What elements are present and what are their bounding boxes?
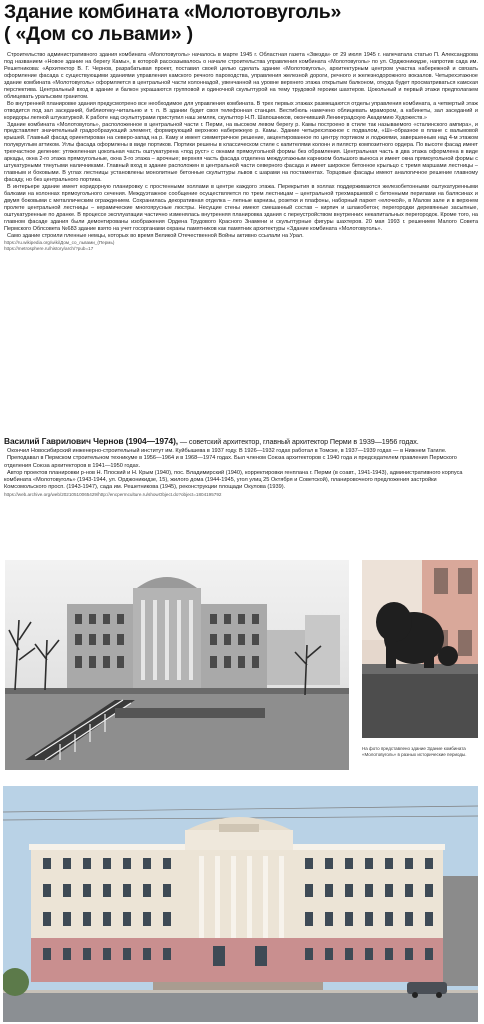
article-paragraph: Само здание строили пленные немцы, которых во время Великой Отечественной Войны активно ссылали на Урал. [7, 232, 304, 239]
lion-photo [362, 560, 478, 738]
page-subtitle: ( «Дом со львами» ) [4, 23, 193, 45]
article-paragraph: Во внутренней планировке здания предусмотрено все необходимое для управления комбината. В трех первых этажах размещаются отделы управления комбината, а четвертый этаж отводится под зал заседаний, библиотеку-читальню и т. п. В здании будет своя телефонная станция. Вестибюль намечено облицевать мрамором, а кабинеты, зал заседаний и коридоры лепной штукатуркой. К работе над скульптурами приступил наш земляк, скульптор Н.П. Шапошников, окончивший Ленинградскую Академию Художеств.» [4, 100, 478, 121]
source-link[interactable]: https://web.archive.org/web/20210510065429/http://encpermculture.ru/showObject.do?object=1804195792 [4, 491, 222, 497]
header [4, 1, 480, 45]
photo-caption: На фото представлено здание Здание комбината «Молотовуголь» в разных исторические периоды. [362, 746, 467, 757]
bio-paragraph: Преподавал в Пермском строительном техникуме в 1956—1964 и в 1968—1974 годах. Был членом Союза архитекторов с 1940 года и председателем правления Пермского отделения Союза архитекторов в 1941—1950 годах. [4, 455, 457, 469]
article-body [4, 52, 478, 253]
article-paragraph: Строительство административного здания комбината «Молотовуголь» началось в марте 1945 г. Областная газета «Звезда» от 29 июля 1945 г. напечатала статью П. Александрова под названием «Новое здание на берегу Камы», в которой рассказывалось о начале строительства управления комбината «Молотовуголь» по ул. Орджоникидзе, напротив сада им. Решетникова: «Архитектор В. Г. Чернов, разрабатывая проект, поставил своей целью сделать здание «Молотовуголь», архитектурным центром участка набережной и связать оформление фасада с существующими зданиями управления камского речного пароходства, управления железной дороги, речного и железнодорожного вокзалов. Четырехэтажное здание комбината «Молотовуголь» оформляется в центральной части колоннадой, увенчанной на уровне верхнего этажа открытым балконом, откуда будет просматриваться камская перспектива. Центральный вход в здание и балкон украшаются групповой и одиночной скульптурой на тему трудовой героики шахтеров. Цокольный и первый этажи предполагаем облицевать уральским гранитом. [4, 52, 478, 100]
article-paragraph: В интерьере здание имеет коридорную планировку с простенными холлами в центре каждого этажа. Перекрытия в холлах поддерживаются железобетонными оштукатуренными балками на колоннах прямоугольного сечения. Междуэтажное сообщение осуществляется по трем лестницам – центральной трехмаршевой с бетонными перилами на балясинах и двумя боковыми с металлическим ограждением. Сохранилась декоративная отделка – лепные карнизы, розетки и плафоны, наборный паркет «елочкой», в Малом зале и в верхнем пролете центральной лестницы – керамические многоярусные люстры. Несущие стены имеют смешанный состав – кирпич и шлакобетон; перегородки деревянные засыпные, оштукатуренные по дранке. В процессе эксплуатации частично изменялась внутренняя планировка здания с переустройством внутренних некапитальных перегородок. Кроме того, на главном фасаде здания были демонтированы изображения Ордена Трудового Красного Знамени и скульптурные фигуры шахтеров. 20 мая 1993 г. решением Малого Совета Пермского Облсовета №683 здание взято на учет госорганами охраны памятников как памятник архитектуры «Здание комбината «Молотовуголь». [4, 184, 478, 232]
bio-heading [4, 436, 478, 447]
architect-name: Василий Гаврилович Чернов (1904—1974), [4, 436, 179, 446]
source-link[interactable]: https://ru.wikipedia.org/wiki/Дом_со_львами_(Пермь) [4, 239, 115, 245]
architect-bio [4, 436, 478, 498]
modern-photo [3, 786, 478, 1022]
bio-paragraph: Автор проектов планировки р-нов Н. Плоский и Н. Крым (1940), пос. Владимирский (1940), корректировки генплана г. Перми (в соавт., 1941-1943), административного корпуса комбината «Молотовуголь» (1943-1944, ул. Орджоникидзе, 15), жилого дома (1944-1945, угол улиц 25 Октября и Советской), планировочного предложения застройки Комсомольского просп. (1943-1947), сада им. Решетникова (1945), реконструкции площади Окулова (1939). [4, 469, 463, 491]
source-link[interactable]: https://metrosphere.ru/history/arch/?pub=17 [4, 246, 94, 252]
historic-photo [5, 560, 349, 770]
architect-description: — советский архитектор, главный архитектор Перми в 1939—1956 годах. [178, 437, 419, 446]
page-title: Здание комбината «Молотовуголь» [4, 1, 342, 23]
bio-paragraph: Окончил Новосибирский инженерно-строительный институт им. Куйбышева в 1937 году. В 1926—1932 годах работал в Томске, в 1937—1939 годах — в Нижнем Тагиле. [7, 448, 447, 454]
article-paragraph: Здание комбината «Молотовуголь», расположенное в центральной части г. Перми, на высоком левом берегу р. Камы построено в стиле так называемого «сталинского ампира», и представляет значительный градообразующий элемент, формирующий верхнюю набережную р. Камы. Здание четырехэтажное с подвалом, «Ш»-образное в плане с вальмовой крышей. Главный фасад ориентирован на северо-запад на р. Каму и имеет симметричное решение, акцентированное по центру портиком и лоджиями, завершенным над 4-м этажом полукруглым аттиком. Углы фасада оформлены в виде портиков. Портики решены в классическом стиле с капителями колонн и пилястр композитного ордера. По высоте фасад имеет трехчастное деление: утяжеленная цокольная часть оштукатурена «под руст» с окнами прямоугольной формы без обрамления. Центральная часть в два этажа оформлена в виде аркады, окна 2-го этажа прямоугольные, окна 3-го этажа – арочные; верхняя часть фасада отделена междуэтажным карнизом большого выноса и имеет окна прямоугольной формы с штукатурными тянутыми наличниками. Главный вход в здание расположен в центральной части северного фасада и имеет широкое бетонное крыльцо с тремя маршами лестницы – главным и боковыми. В углах лестницы установлены монолитные бетонные скульптуры львов с шарами на постаментах. Торцовые фасады имеют аналогичное решение главному фасаду, но без центрального портика. [4, 121, 478, 184]
